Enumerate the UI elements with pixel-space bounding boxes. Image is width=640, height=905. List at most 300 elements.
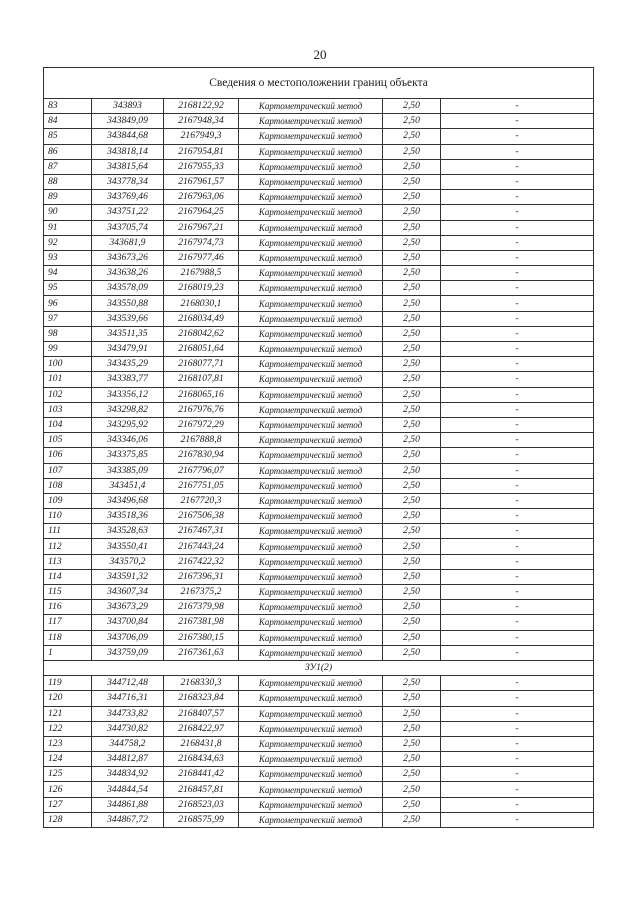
precision-cell: 2,50 (383, 721, 441, 736)
precision-cell: 2,50 (383, 524, 441, 539)
y-coordinate-cell: 2168422,97 (164, 721, 239, 736)
y-coordinate-cell: 2167954,81 (164, 144, 239, 159)
x-coordinate-cell: 343769,46 (92, 190, 164, 205)
table-row (44, 311, 594, 326)
table-row (44, 539, 594, 554)
description-cell: - (441, 706, 594, 721)
y-coordinate-cell: 2167375,2 (164, 585, 239, 600)
y-coordinate-cell: 2168457,81 (164, 782, 239, 797)
description-cell: - (441, 174, 594, 189)
description-cell: - (441, 281, 594, 296)
y-coordinate-cell: 2167974,73 (164, 235, 239, 250)
precision-cell: 2,50 (383, 326, 441, 341)
x-coordinate-cell: 344712,48 (92, 676, 164, 691)
method-cell: Картометрический метод (239, 721, 383, 736)
point-number-cell: 103 (44, 402, 92, 417)
x-coordinate-cell: 343511,35 (92, 326, 164, 341)
y-coordinate-cell: 2167506,38 (164, 509, 239, 524)
method-cell: Картометрический метод (239, 159, 383, 174)
method-cell: Картометрический метод (239, 478, 383, 493)
description-cell: - (441, 600, 594, 615)
precision-cell: 2,50 (383, 220, 441, 235)
method-cell: Картометрический метод (239, 296, 383, 311)
y-coordinate-cell: 2168030,1 (164, 296, 239, 311)
description-cell: - (441, 357, 594, 372)
description-cell: - (441, 144, 594, 159)
description-cell: - (441, 493, 594, 508)
page-number: 20 (313, 47, 327, 62)
description-cell: - (441, 509, 594, 524)
x-coordinate-cell: 343673,29 (92, 600, 164, 615)
point-number-cell: 1 (44, 645, 92, 660)
precision-cell: 2,50 (383, 114, 441, 129)
precision-cell: 2,50 (383, 357, 441, 372)
y-coordinate-cell: 2167888,8 (164, 433, 239, 448)
method-cell: Картометрический метод (239, 311, 383, 326)
point-number-cell: 91 (44, 220, 92, 235)
x-coordinate-cell: 343570,2 (92, 554, 164, 569)
description-cell: - (441, 463, 594, 478)
description-cell: - (441, 159, 594, 174)
table-row (44, 630, 594, 645)
table-row (44, 676, 594, 691)
section-label: ЗУ1(2) (44, 660, 594, 675)
precision-cell: 2,50 (383, 478, 441, 493)
x-coordinate-cell: 343539,66 (92, 311, 164, 326)
x-coordinate-cell: 343638,26 (92, 266, 164, 281)
method-cell: Картометрический метод (239, 509, 383, 524)
method-cell: Картометрический метод (239, 752, 383, 767)
method-cell: Картометрический метод (239, 266, 383, 281)
x-coordinate-cell: 343383,77 (92, 372, 164, 387)
description-cell: - (441, 250, 594, 265)
table-row (44, 296, 594, 311)
precision-cell: 2,50 (383, 554, 441, 569)
point-number-cell: 111 (44, 524, 92, 539)
table-row (44, 402, 594, 417)
y-coordinate-cell: 2167396,31 (164, 569, 239, 584)
description-cell: - (441, 266, 594, 281)
description-cell: - (441, 767, 594, 782)
x-coordinate-cell: 343706,09 (92, 630, 164, 645)
y-coordinate-cell: 2167977,46 (164, 250, 239, 265)
y-coordinate-cell: 2167751,05 (164, 478, 239, 493)
y-coordinate-cell: 2168051,64 (164, 342, 239, 357)
method-cell: Картометрический метод (239, 554, 383, 569)
description-cell: - (441, 721, 594, 736)
table-row (44, 478, 594, 493)
description-cell: - (441, 296, 594, 311)
method-cell: Картометрический метод (239, 585, 383, 600)
precision-cell: 2,50 (383, 569, 441, 584)
point-number-cell: 84 (44, 114, 92, 129)
method-cell: Картометрический метод (239, 812, 383, 827)
y-coordinate-cell: 2168034,49 (164, 311, 239, 326)
table-row (44, 357, 594, 372)
point-number-cell: 101 (44, 372, 92, 387)
precision-cell: 2,50 (383, 311, 441, 326)
description-cell: - (441, 205, 594, 220)
y-coordinate-cell: 2167467,31 (164, 524, 239, 539)
point-number-cell: 93 (44, 250, 92, 265)
method-cell: Картометрический метод (239, 129, 383, 144)
method-cell: Картометрический метод (239, 448, 383, 463)
x-coordinate-cell: 343681,9 (92, 235, 164, 250)
y-coordinate-cell: 2167443,24 (164, 539, 239, 554)
table-row (44, 585, 594, 600)
precision-cell: 2,50 (383, 402, 441, 417)
description-cell: - (441, 220, 594, 235)
point-number-cell: 99 (44, 342, 92, 357)
description-cell: - (441, 797, 594, 812)
table-row (44, 782, 594, 797)
point-number-cell: 126 (44, 782, 92, 797)
table-row (44, 797, 594, 812)
precision-cell: 2,50 (383, 782, 441, 797)
y-coordinate-cell: 2167379,98 (164, 600, 239, 615)
point-number-cell: 98 (44, 326, 92, 341)
precision-cell: 2,50 (383, 463, 441, 478)
table-row (44, 266, 594, 281)
point-number-cell: 100 (44, 357, 92, 372)
precision-cell: 2,50 (383, 417, 441, 432)
y-coordinate-cell: 2168065,16 (164, 387, 239, 402)
table-row (44, 752, 594, 767)
boundary-coordinates-table (43, 67, 594, 828)
precision-cell: 2,50 (383, 159, 441, 174)
table-row (44, 691, 594, 706)
y-coordinate-cell: 2167963,06 (164, 190, 239, 205)
method-cell: Картометрический метод (239, 676, 383, 691)
point-number-cell: 120 (44, 691, 92, 706)
description-cell: - (441, 736, 594, 751)
description-cell: - (441, 114, 594, 129)
precision-cell: 2,50 (383, 387, 441, 402)
method-cell: Картометрический метод (239, 630, 383, 645)
method-cell: Картометрический метод (239, 782, 383, 797)
table-row (44, 190, 594, 205)
description-cell: - (441, 645, 594, 660)
precision-cell: 2,50 (383, 448, 441, 463)
precision-cell: 2,50 (383, 752, 441, 767)
description-cell: - (441, 691, 594, 706)
y-coordinate-cell: 2167380,15 (164, 630, 239, 645)
precision-cell: 2,50 (383, 539, 441, 554)
table-row (44, 326, 594, 341)
method-cell: Картометрический метод (239, 114, 383, 129)
point-number-cell: 88 (44, 174, 92, 189)
table-row (44, 144, 594, 159)
precision-cell: 2,50 (383, 615, 441, 630)
method-cell: Картометрический метод (239, 281, 383, 296)
table-row (44, 235, 594, 250)
table-row (44, 250, 594, 265)
table-row (44, 174, 594, 189)
y-coordinate-cell: 2167948,34 (164, 114, 239, 129)
x-coordinate-cell: 343893 (92, 99, 164, 114)
y-coordinate-cell: 2167972,29 (164, 417, 239, 432)
precision-cell: 2,50 (383, 691, 441, 706)
precision-cell: 2,50 (383, 433, 441, 448)
table-row (44, 99, 594, 114)
y-coordinate-cell: 2168330,3 (164, 676, 239, 691)
x-coordinate-cell: 343518,36 (92, 509, 164, 524)
y-coordinate-cell: 2167381,98 (164, 615, 239, 630)
precision-cell: 2,50 (383, 372, 441, 387)
x-coordinate-cell: 344716,31 (92, 691, 164, 706)
x-coordinate-cell: 343844,68 (92, 129, 164, 144)
y-coordinate-cell: 2168323,84 (164, 691, 239, 706)
y-coordinate-cell: 2167361,63 (164, 645, 239, 660)
method-cell: Картометрический метод (239, 190, 383, 205)
method-cell: Картометрический метод (239, 645, 383, 660)
method-cell: Картометрический метод (239, 569, 383, 584)
y-coordinate-cell: 2168042,62 (164, 326, 239, 341)
method-cell: Картометрический метод (239, 736, 383, 751)
description-cell: - (441, 615, 594, 630)
method-cell: Картометрический метод (239, 797, 383, 812)
x-coordinate-cell: 343578,09 (92, 281, 164, 296)
table-row (44, 706, 594, 721)
point-number-cell: 116 (44, 600, 92, 615)
method-cell: Картометрический метод (239, 433, 383, 448)
point-number-cell: 123 (44, 736, 92, 751)
point-number-cell: 118 (44, 630, 92, 645)
point-number-cell: 122 (44, 721, 92, 736)
point-number-cell: 105 (44, 433, 92, 448)
y-coordinate-cell: 2167720,3 (164, 493, 239, 508)
table-row (44, 493, 594, 508)
method-cell: Картометрический метод (239, 174, 383, 189)
precision-cell: 2,50 (383, 99, 441, 114)
x-coordinate-cell: 343375,85 (92, 448, 164, 463)
point-number-cell: 92 (44, 235, 92, 250)
y-coordinate-cell: 2167949,3 (164, 129, 239, 144)
description-cell: - (441, 539, 594, 554)
x-coordinate-cell: 344758,2 (92, 736, 164, 751)
x-coordinate-cell: 344730,82 (92, 721, 164, 736)
point-number-cell: 114 (44, 569, 92, 584)
point-number-cell: 108 (44, 478, 92, 493)
precision-cell: 2,50 (383, 706, 441, 721)
point-number-cell: 113 (44, 554, 92, 569)
point-number-cell: 86 (44, 144, 92, 159)
x-coordinate-cell: 344861,88 (92, 797, 164, 812)
method-cell: Картометрический метод (239, 235, 383, 250)
x-coordinate-cell: 344844,54 (92, 782, 164, 797)
point-number-cell: 125 (44, 767, 92, 782)
description-cell: - (441, 235, 594, 250)
precision-cell: 2,50 (383, 509, 441, 524)
x-coordinate-cell: 343451,4 (92, 478, 164, 493)
x-coordinate-cell: 343550,88 (92, 296, 164, 311)
table-row (44, 417, 594, 432)
description-cell: - (441, 190, 594, 205)
point-number-cell: 95 (44, 281, 92, 296)
description-cell: - (441, 524, 594, 539)
method-cell: Картометрический метод (239, 99, 383, 114)
description-cell: - (441, 448, 594, 463)
x-coordinate-cell: 343705,74 (92, 220, 164, 235)
precision-cell: 2,50 (383, 676, 441, 691)
table-row (44, 387, 594, 402)
y-coordinate-cell: 2168107,81 (164, 372, 239, 387)
precision-cell: 2,50 (383, 190, 441, 205)
method-cell: Картометрический метод (239, 417, 383, 432)
table-row (44, 448, 594, 463)
point-number-cell: 107 (44, 463, 92, 478)
y-coordinate-cell: 2168122,92 (164, 99, 239, 114)
x-coordinate-cell: 343479,91 (92, 342, 164, 357)
table-row (44, 372, 594, 387)
table-row (44, 767, 594, 782)
description-cell: - (441, 99, 594, 114)
precision-cell: 2,50 (383, 493, 441, 508)
point-number-cell: 89 (44, 190, 92, 205)
method-cell: Картометрический метод (239, 402, 383, 417)
point-number-cell: 85 (44, 129, 92, 144)
x-coordinate-cell: 344733,82 (92, 706, 164, 721)
point-number-cell: 87 (44, 159, 92, 174)
precision-cell: 2,50 (383, 174, 441, 189)
precision-cell: 2,50 (383, 266, 441, 281)
method-cell: Картометрический метод (239, 463, 383, 478)
method-cell: Картометрический метод (239, 615, 383, 630)
table-row (44, 600, 594, 615)
point-number-cell: 83 (44, 99, 92, 114)
method-cell: Картометрический метод (239, 220, 383, 235)
method-cell: Картометрический метод (239, 387, 383, 402)
y-coordinate-cell: 2168434,63 (164, 752, 239, 767)
point-number-cell: 117 (44, 615, 92, 630)
x-coordinate-cell: 344812,87 (92, 752, 164, 767)
table-row (44, 569, 594, 584)
section-row (44, 660, 594, 675)
point-number-cell: 96 (44, 296, 92, 311)
x-coordinate-cell: 343673,26 (92, 250, 164, 265)
x-coordinate-cell: 343295,92 (92, 417, 164, 432)
table-row (44, 554, 594, 569)
point-number-cell: 119 (44, 676, 92, 691)
description-cell: - (441, 342, 594, 357)
y-coordinate-cell: 2168523,03 (164, 797, 239, 812)
point-number-cell: 94 (44, 266, 92, 281)
table-row (44, 736, 594, 751)
y-coordinate-cell: 2167964,25 (164, 205, 239, 220)
table-row (44, 524, 594, 539)
precision-cell: 2,50 (383, 342, 441, 357)
x-coordinate-cell: 343818,14 (92, 144, 164, 159)
method-cell: Картометрический метод (239, 539, 383, 554)
y-coordinate-cell: 2167830,94 (164, 448, 239, 463)
x-coordinate-cell: 343849,09 (92, 114, 164, 129)
point-number-cell: 106 (44, 448, 92, 463)
point-number-cell: 110 (44, 509, 92, 524)
point-number-cell: 124 (44, 752, 92, 767)
table-row (44, 463, 594, 478)
method-cell: Картометрический метод (239, 250, 383, 265)
table-row (44, 342, 594, 357)
point-number-cell: 127 (44, 797, 92, 812)
y-coordinate-cell: 2167967,21 (164, 220, 239, 235)
method-cell: Картометрический метод (239, 767, 383, 782)
y-coordinate-cell: 2168077,71 (164, 357, 239, 372)
precision-cell: 2,50 (383, 736, 441, 751)
point-number-cell: 128 (44, 812, 92, 827)
precision-cell: 2,50 (383, 296, 441, 311)
method-cell: Картометрический метод (239, 357, 383, 372)
point-number-cell: 90 (44, 205, 92, 220)
method-cell: Картометрический метод (239, 372, 383, 387)
table-title-row (44, 68, 594, 99)
precision-cell: 2,50 (383, 205, 441, 220)
precision-cell: 2,50 (383, 235, 441, 250)
table-row (44, 281, 594, 296)
description-cell: - (441, 585, 594, 600)
x-coordinate-cell: 344867,72 (92, 812, 164, 827)
x-coordinate-cell: 343759,09 (92, 645, 164, 660)
point-number-cell: 102 (44, 387, 92, 402)
x-coordinate-cell: 343298,82 (92, 402, 164, 417)
x-coordinate-cell: 343435,29 (92, 357, 164, 372)
table-title: Сведения о местоположении границ объекта (44, 68, 594, 99)
method-cell: Картометрический метод (239, 706, 383, 721)
description-cell: - (441, 478, 594, 493)
point-number-cell: 121 (44, 706, 92, 721)
y-coordinate-cell: 2168441,42 (164, 767, 239, 782)
precision-cell: 2,50 (383, 281, 441, 296)
precision-cell: 2,50 (383, 630, 441, 645)
description-cell: - (441, 433, 594, 448)
method-cell: Картометрический метод (239, 144, 383, 159)
point-number-cell: 104 (44, 417, 92, 432)
y-coordinate-cell: 2168431,8 (164, 736, 239, 751)
y-coordinate-cell: 2167955,33 (164, 159, 239, 174)
table-row (44, 114, 594, 129)
method-cell: Картометрический метод (239, 205, 383, 220)
description-cell: - (441, 417, 594, 432)
table-row (44, 721, 594, 736)
point-number-cell: 115 (44, 585, 92, 600)
x-coordinate-cell: 343815,64 (92, 159, 164, 174)
x-coordinate-cell: 343700,84 (92, 615, 164, 630)
table-row (44, 433, 594, 448)
description-cell: - (441, 630, 594, 645)
precision-cell: 2,50 (383, 250, 441, 265)
y-coordinate-cell: 2167796,07 (164, 463, 239, 478)
x-coordinate-cell: 343356,12 (92, 387, 164, 402)
x-coordinate-cell: 343778,34 (92, 174, 164, 189)
y-coordinate-cell: 2167988,5 (164, 266, 239, 281)
precision-cell: 2,50 (383, 129, 441, 144)
table-row (44, 645, 594, 660)
description-cell: - (441, 676, 594, 691)
method-cell: Картометрический метод (239, 600, 383, 615)
point-number-cell: 109 (44, 493, 92, 508)
point-number-cell: 112 (44, 539, 92, 554)
table-row (44, 205, 594, 220)
precision-cell: 2,50 (383, 645, 441, 660)
x-coordinate-cell: 343385,09 (92, 463, 164, 478)
precision-cell: 2,50 (383, 600, 441, 615)
precision-cell: 2,50 (383, 812, 441, 827)
description-cell: - (441, 372, 594, 387)
x-coordinate-cell: 343550,41 (92, 539, 164, 554)
y-coordinate-cell: 2168407,57 (164, 706, 239, 721)
x-coordinate-cell: 343496,68 (92, 493, 164, 508)
method-cell: Картометрический метод (239, 326, 383, 341)
description-cell: - (441, 812, 594, 827)
